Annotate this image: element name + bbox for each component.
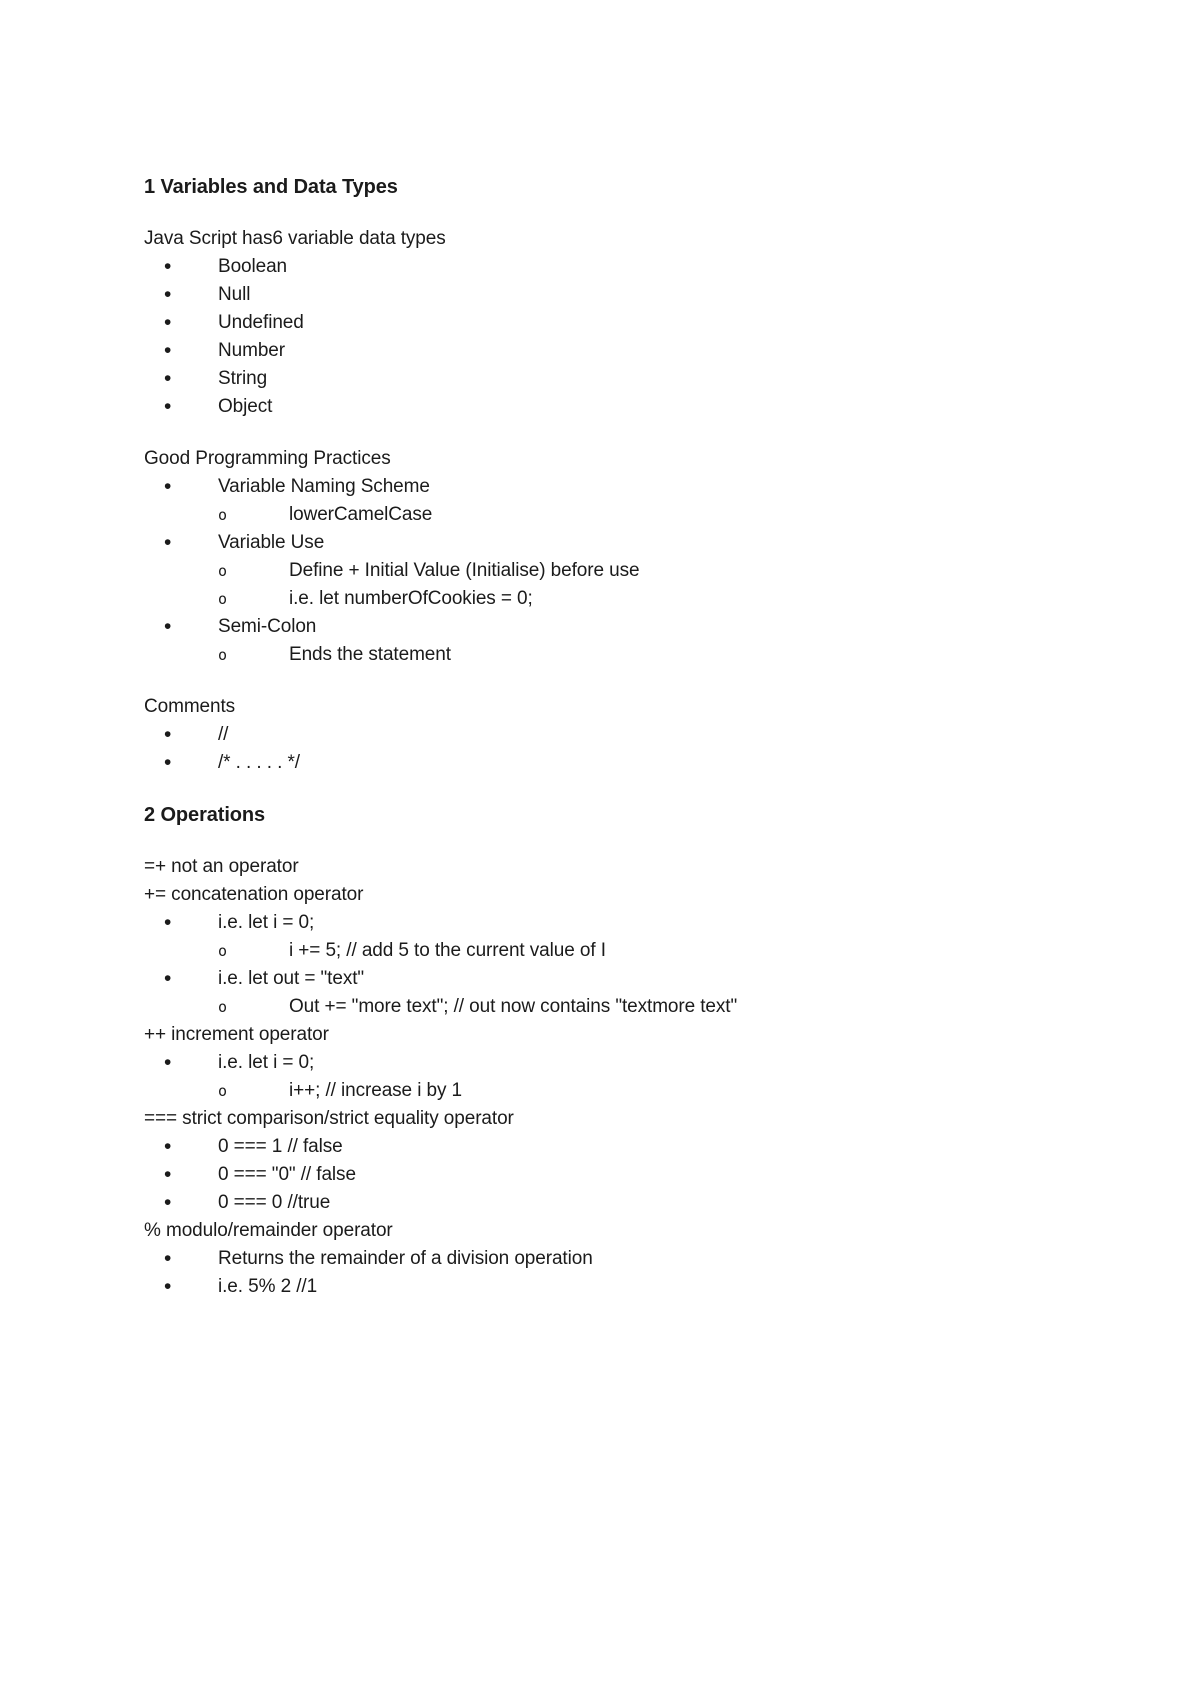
bullet-icon: •	[164, 531, 172, 554]
list-item	[0, 529, 1200, 557]
paragraph-line	[0, 1217, 1200, 1245]
text-line: Number	[218, 340, 285, 361]
text-line: % modulo/remainder operator	[144, 1220, 393, 1241]
text-line: //	[218, 724, 229, 745]
text-line: Define + Initial Value (Initialise) before use	[289, 560, 640, 581]
text-line: Variable Use	[218, 532, 325, 553]
text-line: += concatenation operator	[144, 884, 364, 905]
list-item	[0, 473, 1200, 501]
text-line: Ends the statement	[289, 644, 451, 665]
sub-list-item	[0, 1077, 1200, 1105]
text-line: i.e. let i = 0;	[218, 912, 315, 933]
text-line: Undefined	[218, 312, 304, 333]
bullet-icon: •	[164, 339, 172, 362]
list-item	[0, 965, 1200, 993]
list-item	[0, 1273, 1200, 1301]
circle-bullet-icon: o	[218, 506, 227, 524]
text-line: 0 === "0" // false	[218, 1164, 356, 1185]
sub-list-item	[0, 641, 1200, 669]
bullet-icon: •	[164, 723, 172, 746]
text-line: Semi-Colon	[218, 616, 317, 637]
bullet-icon: •	[164, 1163, 172, 1186]
paragraph-line	[0, 1021, 1200, 1049]
circle-bullet-icon: o	[218, 646, 227, 664]
list-item	[0, 393, 1200, 421]
circle-bullet-icon: o	[218, 942, 227, 960]
text-line: 0 === 0 //true	[218, 1192, 331, 1213]
paragraph-line	[0, 225, 1200, 253]
text-line: 0 === 1 // false	[218, 1136, 343, 1157]
text-line: Object	[218, 396, 273, 417]
bullet-icon: •	[164, 1275, 172, 1298]
text-line: lowerCamelCase	[289, 504, 433, 525]
paragraph-line	[0, 853, 1200, 881]
text-line: Null	[218, 284, 251, 305]
text-line: Java Script has6 variable data types	[144, 228, 446, 249]
paragraph-line	[0, 445, 1200, 473]
text-line: 2 Operations	[144, 804, 266, 826]
list-item	[0, 1245, 1200, 1273]
sub-list-item	[0, 993, 1200, 1021]
text-line: i += 5; // add 5 to the current value of I	[289, 940, 606, 961]
circle-bullet-icon: o	[218, 1082, 227, 1100]
text-line: i.e. let i = 0;	[218, 1052, 315, 1073]
circle-bullet-icon: o	[218, 590, 227, 608]
list-item	[0, 1133, 1200, 1161]
text-line: i.e. let out = "text"	[218, 968, 365, 989]
circle-bullet-icon: o	[218, 998, 227, 1016]
bullet-icon: •	[164, 1191, 172, 1214]
bullet-icon: •	[164, 255, 172, 278]
text-line: i.e. let numberOfCookies = 0;	[289, 588, 533, 609]
text-line: ++ increment operator	[144, 1024, 329, 1045]
list-item	[0, 309, 1200, 337]
text-line: i++; // increase i by 1	[289, 1080, 463, 1101]
bullet-icon: •	[164, 283, 172, 306]
text-line: === strict comparison/strict equality operator	[144, 1108, 514, 1129]
list-item	[0, 281, 1200, 309]
text-line: Comments	[144, 696, 236, 717]
section-heading	[0, 173, 1200, 201]
bullet-icon: •	[164, 311, 172, 334]
bullet-icon: •	[164, 1247, 172, 1270]
list-item	[0, 613, 1200, 641]
list-item	[0, 1049, 1200, 1077]
list-item	[0, 1189, 1200, 1217]
text-line: =+ not an operator	[144, 856, 299, 877]
text-line: Out += "more text"; // out now contains "textmore text"	[289, 996, 738, 1017]
list-item	[0, 337, 1200, 365]
sub-list-item	[0, 501, 1200, 529]
bullet-icon: •	[164, 1051, 172, 1074]
circle-bullet-icon: o	[218, 562, 227, 580]
text-line: Good Programming Practices	[144, 448, 391, 469]
text-line: Boolean	[218, 256, 288, 277]
list-item	[0, 909, 1200, 937]
bullet-icon: •	[164, 475, 172, 498]
bullet-icon: •	[164, 615, 172, 638]
text-line: /* . . . . . */	[218, 752, 300, 773]
text-line: i.e. 5% 2 //1	[218, 1276, 318, 1297]
list-item	[0, 721, 1200, 749]
text-line: Variable Naming Scheme	[218, 476, 430, 497]
sub-list-item	[0, 937, 1200, 965]
bullet-icon: •	[164, 967, 172, 990]
paragraph-line	[0, 1105, 1200, 1133]
text-line: Returns the remainder of a division operation	[218, 1248, 593, 1269]
sub-list-item	[0, 585, 1200, 613]
document-content	[0, 173, 1200, 1301]
bullet-icon: •	[164, 367, 172, 390]
list-item	[0, 253, 1200, 281]
bullet-icon: •	[164, 751, 172, 774]
text-line: 1 Variables and Data Types	[144, 176, 398, 198]
bullet-icon: •	[164, 911, 172, 934]
section-heading	[0, 801, 1200, 829]
paragraph-line	[0, 881, 1200, 909]
list-item	[0, 749, 1200, 777]
list-item	[0, 1161, 1200, 1189]
bullet-icon: •	[164, 395, 172, 418]
sub-list-item	[0, 557, 1200, 585]
text-line: String	[218, 368, 268, 389]
bullet-icon: •	[164, 1135, 172, 1158]
list-item	[0, 365, 1200, 393]
paragraph-line	[0, 693, 1200, 721]
